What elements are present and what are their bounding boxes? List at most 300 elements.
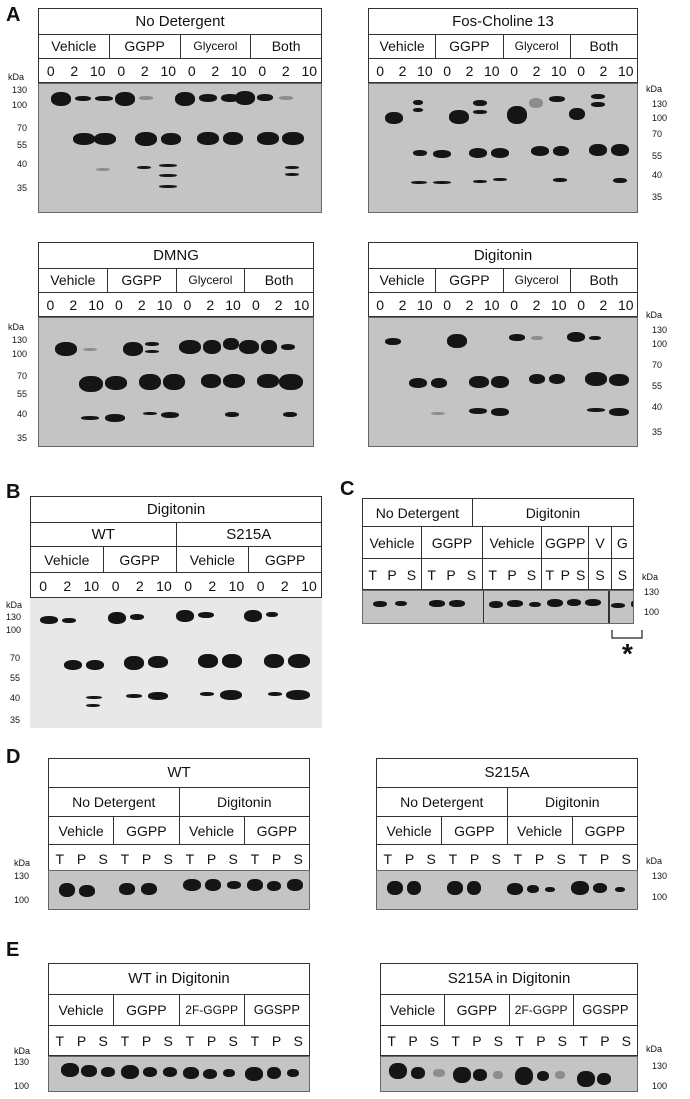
band — [148, 692, 168, 700]
lane-label: P — [387, 567, 397, 583]
band — [493, 178, 507, 181]
band — [266, 612, 278, 617]
blot-title: Digitonin — [146, 501, 206, 518]
lane-label: 2 — [532, 63, 541, 79]
lane-label: 10 — [417, 297, 433, 313]
kda-label: kDa — [646, 1044, 663, 1054]
band — [179, 340, 201, 354]
band — [83, 348, 97, 351]
group-label: GGPP — [445, 994, 509, 1026]
lane-label: T — [488, 567, 497, 583]
blot-header — [30, 496, 322, 598]
lane-label: 2 — [70, 63, 79, 79]
band — [108, 612, 126, 624]
lane-label: S — [402, 559, 422, 591]
band — [126, 694, 142, 698]
mw-marker: 100 — [12, 100, 28, 110]
mw-marker: 130 — [12, 85, 28, 95]
band — [201, 374, 221, 388]
lane-label: 0 — [376, 297, 385, 313]
band — [447, 881, 463, 895]
lane-label: S — [228, 851, 238, 867]
lane-label: 10 — [156, 578, 172, 594]
lane-label: 2 — [465, 297, 474, 313]
group-label: 2F-GGPP — [180, 994, 245, 1026]
mw-marker: 100 — [652, 892, 668, 902]
lane-label: T — [579, 1033, 588, 1049]
lane-label: 2 — [206, 297, 215, 313]
lane-label: 10 — [301, 578, 317, 594]
blot-header — [48, 758, 310, 872]
band — [264, 654, 284, 668]
band — [529, 374, 545, 384]
group-label: Glycerol — [177, 268, 246, 293]
band — [235, 91, 255, 105]
lane-label: 0 — [115, 297, 123, 313]
condition-title: No Detergent — [49, 787, 180, 817]
mw-marker: 55 — [10, 673, 21, 683]
strain-label: WT — [31, 522, 177, 547]
band — [509, 334, 525, 341]
blot-title: S215A — [484, 764, 530, 781]
kda-label: kDa — [14, 858, 31, 868]
lane-label: 0 — [376, 63, 385, 79]
band — [385, 112, 403, 124]
lane-label: 2 — [274, 297, 283, 313]
lane-label: 10 — [417, 63, 433, 79]
gel-image — [380, 1056, 638, 1092]
mw-marker: 130 — [6, 612, 22, 622]
band — [81, 1065, 97, 1077]
band — [591, 94, 605, 99]
blot-title: No Detergent — [135, 13, 225, 30]
band — [61, 1063, 79, 1077]
band — [411, 1067, 425, 1079]
band — [183, 1067, 199, 1079]
lane-label: T — [513, 851, 523, 867]
lane-label: 0 — [443, 63, 452, 79]
group-label: Vehicle — [377, 817, 442, 845]
lane-label: S — [293, 851, 303, 867]
group-label: Vehicle — [49, 817, 114, 845]
lane-label: P — [141, 1033, 152, 1049]
band — [86, 704, 100, 707]
group-label: Glycerol — [504, 268, 571, 293]
blot-title: Digitonin — [473, 247, 533, 264]
blot-title: S215A in Digitonin — [447, 970, 571, 987]
band — [585, 372, 607, 386]
mw-marker: 55 — [17, 140, 28, 150]
lane-label: 0 — [184, 578, 193, 594]
band — [105, 414, 125, 422]
band — [183, 879, 201, 891]
lane-label: P — [507, 567, 517, 583]
lane-label: P — [404, 851, 415, 867]
lane-label: 2 — [140, 63, 149, 79]
band — [493, 1071, 503, 1079]
band — [515, 1067, 533, 1085]
lane-label: T — [250, 851, 260, 867]
band — [469, 148, 487, 158]
band — [159, 174, 177, 177]
band — [139, 96, 153, 100]
lane-label: 0 — [117, 63, 126, 79]
group-label: GGPP — [442, 817, 507, 845]
group-label: G — [612, 527, 633, 559]
band — [373, 601, 387, 607]
group-label: GGPP — [422, 527, 483, 559]
band — [389, 1063, 407, 1079]
lane-label: S — [621, 1033, 631, 1049]
lane-label: T — [55, 851, 65, 867]
lane-label: 10 — [89, 63, 106, 79]
band — [467, 881, 481, 895]
lane-label: 2 — [69, 297, 78, 313]
band — [285, 173, 299, 176]
lane-label: 10 — [617, 63, 634, 79]
band — [139, 374, 161, 390]
band — [200, 692, 214, 696]
mw-marker: 40 — [10, 693, 21, 703]
group-label: Vehicle — [180, 817, 245, 845]
band — [86, 696, 102, 699]
lane-label: 10 — [551, 63, 567, 79]
band — [163, 1067, 177, 1077]
band — [553, 146, 569, 156]
band — [143, 1067, 157, 1077]
band — [429, 600, 445, 607]
band — [571, 881, 589, 895]
lane-label: P — [76, 1033, 87, 1049]
band — [282, 132, 304, 145]
band — [135, 132, 157, 146]
gel-image — [48, 870, 310, 910]
band — [431, 378, 447, 388]
mw-marker: 100 — [644, 607, 660, 617]
band — [413, 108, 423, 112]
band — [59, 883, 75, 897]
band — [223, 1069, 235, 1077]
band — [115, 92, 135, 106]
lane-label: T — [451, 1033, 460, 1049]
band — [198, 654, 218, 668]
band — [469, 408, 487, 414]
lane-label: 2 — [211, 63, 220, 79]
lane-label: 0 — [111, 578, 120, 594]
panel-label-c: C — [340, 478, 355, 500]
kda-label: kDa — [646, 856, 663, 866]
blot-header — [38, 8, 322, 83]
lane-label: 0 — [251, 297, 260, 313]
band — [473, 1069, 487, 1081]
group-label: GGPP — [108, 268, 177, 293]
lane-label: 10 — [225, 297, 241, 313]
lane-label: S — [293, 1033, 303, 1049]
lane-label: S — [557, 1033, 567, 1049]
lane-label: T — [55, 1033, 65, 1049]
group-label: GGPP — [245, 817, 309, 845]
lane-label: S — [491, 851, 501, 867]
lane-label: 2 — [135, 578, 144, 594]
gel-image — [362, 590, 634, 624]
kda-label: kDa — [8, 322, 25, 332]
group-label: Vehicle — [363, 527, 422, 559]
lane-label: 0 — [187, 63, 196, 79]
lane-label: T — [185, 1033, 195, 1049]
band — [491, 408, 509, 416]
band — [285, 166, 299, 169]
band — [119, 883, 135, 895]
mw-marker: 35 — [652, 192, 663, 202]
lane-label: 2 — [63, 578, 72, 594]
band — [176, 610, 194, 622]
band — [51, 92, 71, 106]
gel-image — [368, 317, 638, 447]
band — [175, 92, 195, 106]
band — [409, 378, 427, 388]
lane-label: T — [387, 1033, 396, 1049]
mw-marker: 70 — [652, 129, 663, 139]
band — [507, 106, 527, 124]
group-label: Vehicle — [369, 268, 436, 293]
band — [577, 1071, 595, 1087]
band — [137, 166, 151, 169]
band — [615, 887, 625, 892]
blot-title: Fos-Choline 13 — [452, 13, 554, 30]
lane-label: 10 — [301, 63, 318, 79]
band — [407, 881, 421, 895]
band — [287, 1069, 299, 1077]
group-label: 2F-GGPP — [510, 994, 574, 1026]
band — [549, 96, 565, 102]
group-label: Both — [571, 34, 637, 59]
lane-label: T — [515, 1033, 524, 1049]
lane-label: 2 — [281, 63, 290, 79]
band — [79, 885, 95, 897]
mw-marker: 70 — [652, 360, 663, 370]
blot-header — [38, 242, 314, 317]
band — [591, 102, 605, 107]
group-label: GGPP — [573, 817, 637, 845]
group-label: Vehicle — [49, 994, 114, 1026]
lane-label: 0 — [256, 578, 265, 594]
mw-marker: 130 — [652, 99, 668, 109]
group-label: GGPP — [249, 547, 321, 573]
group-label: Vehicle — [177, 547, 250, 573]
band — [244, 610, 262, 622]
band — [222, 654, 242, 668]
band — [433, 181, 451, 184]
band — [469, 376, 489, 388]
band — [529, 602, 541, 607]
band — [527, 885, 539, 893]
lane-label: P — [599, 851, 610, 867]
lane-label: 0 — [39, 578, 47, 594]
mw-marker: 100 — [6, 625, 22, 635]
lane-label: P — [536, 1033, 546, 1049]
group-label: Vehicle — [483, 527, 542, 559]
band — [163, 374, 185, 390]
group-label: GGSPP — [574, 994, 637, 1026]
lane-label: S — [163, 1033, 173, 1049]
lane-label: T — [120, 851, 130, 867]
band — [385, 338, 401, 345]
kda-label: kDa — [646, 84, 663, 94]
band — [141, 883, 157, 895]
band — [287, 879, 303, 891]
kda-label: kDa — [14, 1046, 31, 1056]
band — [449, 110, 469, 124]
lane-label: P — [408, 1033, 418, 1049]
lane-label: 10 — [551, 297, 567, 313]
kda-label: kDa — [642, 572, 659, 582]
panel-label-e: E — [6, 939, 20, 961]
band — [81, 416, 99, 420]
band — [491, 148, 509, 158]
band — [203, 340, 221, 354]
lane-label: P — [446, 567, 456, 583]
band — [281, 344, 295, 350]
band — [507, 600, 523, 607]
band — [569, 108, 585, 120]
band — [279, 96, 293, 100]
band — [121, 1065, 139, 1079]
lane-label: 2 — [398, 63, 407, 79]
mw-marker: 100 — [652, 113, 668, 123]
kda-label: kDa — [8, 72, 25, 82]
group-label: Both — [251, 34, 321, 59]
condition-title: Digitonin — [473, 499, 633, 527]
lane-label: 2 — [599, 63, 608, 79]
mw-marker: 100 — [14, 1081, 30, 1091]
band — [395, 601, 407, 606]
lane-label: S — [163, 851, 173, 867]
group-label: Vehicle — [369, 34, 436, 59]
mw-marker: 130 — [12, 335, 28, 345]
gel-image — [376, 870, 638, 910]
band — [589, 336, 601, 340]
band — [203, 1069, 217, 1079]
lane-label: P — [206, 1033, 217, 1049]
band — [431, 412, 445, 415]
panel-label-a: A — [6, 4, 21, 26]
band — [79, 376, 103, 392]
band — [145, 350, 159, 353]
mw-marker: 100 — [652, 339, 668, 349]
group-label: Vehicle — [381, 994, 445, 1026]
lane-label: T — [545, 567, 555, 583]
band — [227, 881, 241, 889]
band — [286, 690, 310, 700]
band — [549, 374, 565, 384]
blot-header — [368, 242, 638, 317]
lane-label: 0 — [577, 297, 586, 313]
lane-label: 10 — [484, 297, 500, 313]
band — [267, 1067, 281, 1079]
band — [55, 342, 77, 356]
band — [491, 376, 509, 388]
gel-image — [38, 83, 322, 213]
lane-label: S — [617, 567, 628, 583]
gel-image — [48, 1056, 310, 1092]
band — [205, 879, 221, 891]
group-label: GGPP — [114, 994, 179, 1026]
kda-label: kDa — [6, 600, 23, 610]
lane-label: 0 — [258, 63, 267, 79]
band — [86, 660, 104, 670]
lane-label: 0 — [46, 297, 55, 313]
group-label: Vehicle — [508, 817, 573, 845]
band — [547, 599, 563, 607]
band — [220, 690, 242, 700]
lane-label: P — [141, 851, 152, 867]
lane-label: 10 — [83, 578, 100, 594]
lane-label: 2 — [280, 578, 289, 594]
group-label: Vehicle — [31, 547, 104, 573]
group-label: Vehicle — [39, 268, 108, 293]
lane-label: S — [461, 559, 483, 591]
group-label: GGPP — [542, 527, 589, 559]
lane-label: P — [76, 851, 87, 867]
group-label: GGPP — [436, 34, 503, 59]
lane-label: 2 — [208, 578, 217, 594]
blot-header — [48, 963, 310, 1056]
gel-image — [38, 317, 314, 447]
condition-title: No Detergent — [377, 787, 508, 817]
group-label: Both — [245, 268, 313, 293]
blot-title: WT — [167, 764, 191, 781]
group-label: Vehicle — [39, 34, 110, 59]
mw-marker: 130 — [652, 1061, 668, 1071]
band — [453, 1067, 471, 1083]
blot-header — [368, 8, 638, 83]
band — [148, 656, 168, 668]
mw-marker: 55 — [652, 381, 663, 391]
band — [387, 881, 403, 895]
lane-label: T — [427, 567, 436, 583]
lane-label: P — [469, 851, 480, 867]
mw-marker: 130 — [652, 325, 668, 335]
band — [223, 338, 239, 350]
band — [611, 144, 629, 156]
band — [159, 164, 177, 167]
lane-label: S — [98, 1033, 108, 1049]
mw-marker: 40 — [17, 159, 28, 169]
band — [531, 336, 543, 340]
group-label: GGPP — [104, 547, 177, 573]
band — [239, 340, 259, 354]
band — [96, 168, 110, 171]
lane-label: S — [556, 851, 566, 867]
blot-title: WT in Digitonin — [128, 970, 230, 987]
strain-label: S215A — [177, 522, 322, 547]
mw-marker: 100 — [12, 349, 28, 359]
gel-image — [368, 83, 638, 213]
mw-marker: 35 — [10, 715, 21, 725]
mw-marker: 100 — [652, 1081, 668, 1091]
lane-label: S — [426, 851, 436, 867]
band — [433, 1069, 445, 1077]
lane-label: S — [493, 1033, 503, 1049]
band — [123, 342, 143, 356]
mw-marker: 70 — [10, 653, 21, 663]
mw-marker: 35 — [652, 427, 663, 437]
band — [489, 601, 503, 608]
lane-label: P — [600, 1033, 610, 1049]
band — [537, 1071, 549, 1081]
band — [257, 374, 279, 388]
band — [198, 612, 214, 618]
